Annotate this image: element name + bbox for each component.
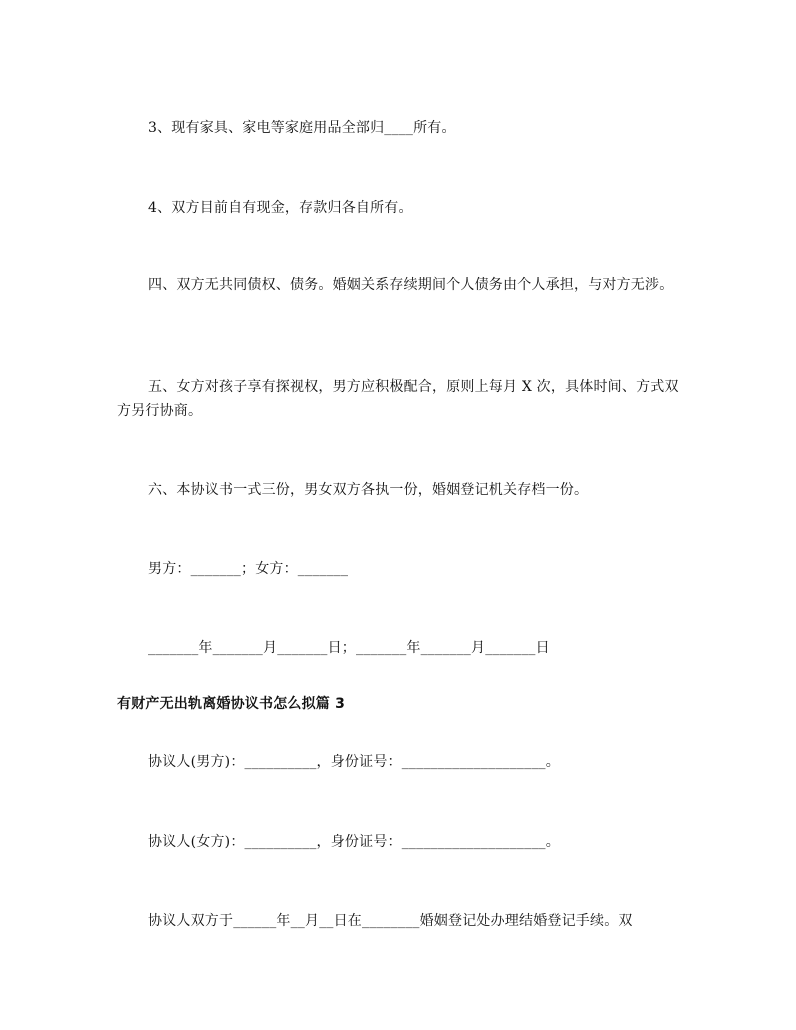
- clause-cash: 4、双方目前自有现金，存款归各自所有。: [148, 200, 413, 216]
- clause-copies: 六、本协议书一式三份，男女双方各执一份，婚姻登记机关存档一份。: [148, 482, 589, 498]
- clause-visitation: 五、女方对孩子享有探视权，男方应积极配合，原则上每月 X 次，具体时间、方式双方另行协商。: [117, 379, 679, 419]
- party-male-line: 协议人(男方)：__________，身份证号：____________________。: [148, 754, 560, 770]
- marriage-registration-line: 协议人双方于______年__月__日在________婚姻登记处办理结婚登记手续。双: [148, 913, 633, 929]
- date-line: _______年_______月_______日；_______年_______月_______日: [148, 640, 550, 656]
- clause-debts: 四、双方无共同债权、债务。婚姻关系存续期间个人债务由个人承担，与对方无涉。: [148, 277, 674, 293]
- party-female-line: 协议人(女方)：__________，身份证号：____________________。: [148, 834, 560, 850]
- clause-furniture: 3、现有家具、家电等家庭用品全部归____所有。: [148, 120, 456, 136]
- signature-line: 男方：_______；女方：_______: [148, 561, 349, 577]
- section-heading: 有财产无出轨离婚协议书怎么拟篇 3: [117, 696, 346, 712]
